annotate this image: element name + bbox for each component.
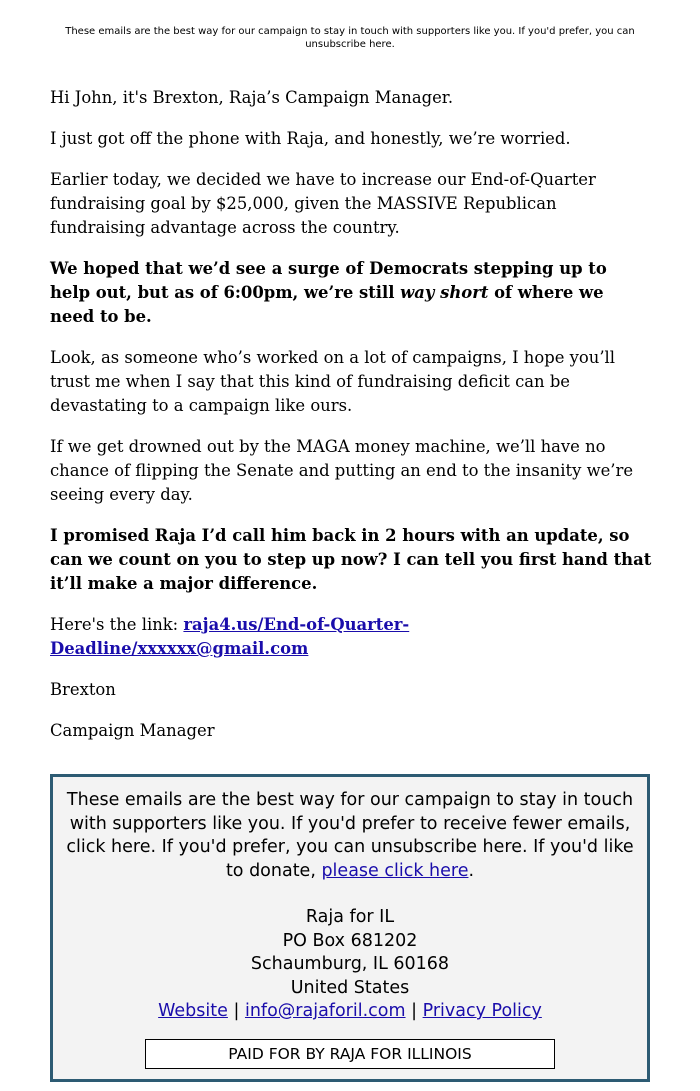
paragraph-3 bbox=[50, 257, 652, 329]
preheader-text: These emails are the best way for our campaign to stay in touch with supporters like you. If you'd prefer, you can unsubscribe here. bbox=[65, 26, 635, 50]
donation-link[interactable]: raja4.us/End-of-Quarter-Deadline/xxxxxx@gmail.com bbox=[50, 615, 410, 658]
greeting: Hi John, it's Brexton, Raja’s Campaign Manager. bbox=[50, 88, 454, 107]
paragraph-2: Earlier today, we decided we have to increase our End-of-Quarter fundraising goal by $25,000, given the MASSIVE Republican fundraising advantage across the country. bbox=[50, 170, 596, 237]
paid-for-disclaimer: PAID FOR BY RAJA FOR ILLINOIS bbox=[145, 1039, 555, 1069]
paragraph-3-end: of where we need to be. bbox=[50, 283, 604, 326]
website-link[interactable]: Website bbox=[158, 1001, 228, 1021]
paragraph-3-emphasis: way short bbox=[400, 283, 489, 302]
link-line bbox=[50, 613, 652, 661]
privacy-policy-link[interactable]: Privacy Policy bbox=[422, 1001, 542, 1021]
signature-title: Campaign Manager bbox=[50, 721, 215, 740]
link-prefix: Here's the link: bbox=[50, 615, 184, 634]
footer-box bbox=[50, 774, 650, 1082]
city-state-zip: Schaumburg, IL 60168 bbox=[250, 954, 450, 974]
email-body bbox=[50, 86, 652, 760]
footer-links bbox=[65, 1000, 635, 1024]
footer-notice bbox=[65, 789, 635, 883]
country: United States bbox=[290, 977, 410, 998]
link-separator: | bbox=[233, 1001, 240, 1021]
donate-link[interactable]: please click here bbox=[321, 860, 469, 881]
org-name: Raja for IL bbox=[305, 907, 395, 927]
footer-notice-text: These emails are the best way for our campaign to stay in touch with supporters like you. If you'd prefer to receive fewer emails, click here. If you'd prefer, you can unsubscribe here. If you'd like to donate, bbox=[66, 790, 634, 881]
po-box: PO Box 681202 bbox=[282, 930, 418, 951]
paragraph-6: I promised Raja I’d call him back in 2 hours with an update, so can we count on you to step up now? I can tell you first hand that it’ll make a major difference. bbox=[50, 526, 652, 593]
paragraph-4: Look, as someone who’s worked on a lot of campaigns, I hope you’ll trust me when I say that this kind of fundraising deficit can be devastating to a campaign like ours. bbox=[50, 348, 616, 415]
link-separator: | bbox=[411, 1001, 418, 1021]
paragraph-1: I just got off the phone with Raja, and honestly, we’re worried. bbox=[50, 129, 571, 148]
paragraph-5: If we get drowned out by the MAGA money machine, we’ll have no chance of flipping the Senate and putting an end to the insanity we’re seeing every day. bbox=[50, 437, 634, 504]
mailing-address bbox=[65, 906, 635, 1024]
paragraph-3-start: We hoped that we’d see a surge of Democrats stepping up to help out, but as of 6:00pm, we’re still bbox=[50, 259, 607, 302]
footer-notice-end: . bbox=[468, 860, 475, 881]
signature-name: Brexton bbox=[50, 680, 116, 699]
email-link[interactable]: info@rajaforil.com bbox=[244, 1001, 406, 1021]
